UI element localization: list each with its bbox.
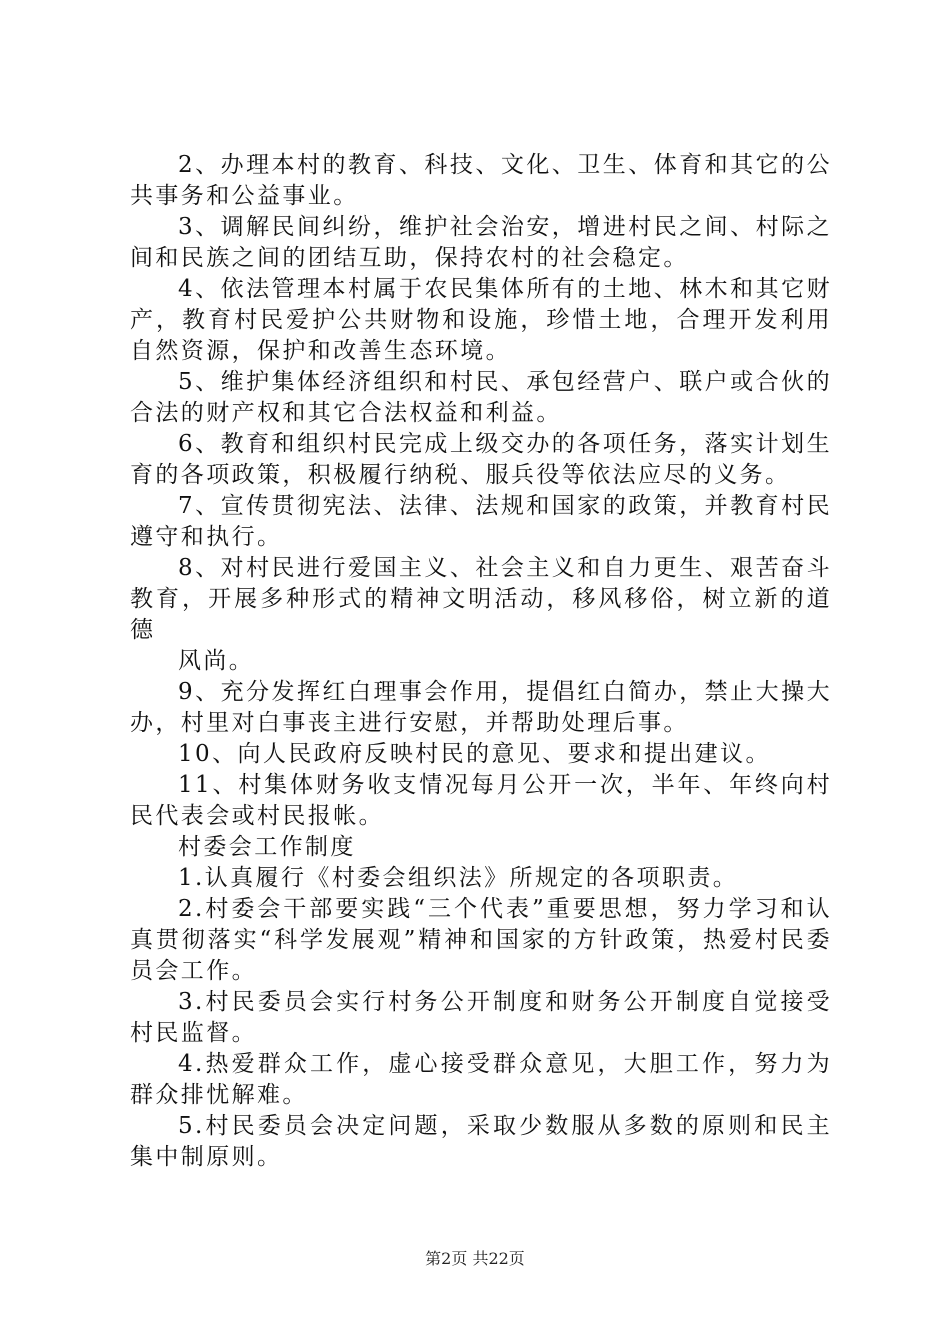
paragraph: 4.热爱群众工作，虚心接受群众意见，大胆工作，努力为群众排忧解难。: [130, 1051, 832, 1108]
page-number-footer: 第2页 共22页: [425, 1249, 525, 1268]
paragraph: 3、调解民间纠纷，维护社会治安，增进村民之间、村际之间和民族之间的团结互助，保持农村的社会稳定。: [130, 214, 832, 271]
document-body: [130, 150, 832, 1173]
paragraph: 8、对村民进行爱国主义、社会主义和自力更生、艰苦奋斗教育，开展多种形式的精神文明活动，移风移俗，树立新的道德: [130, 555, 832, 643]
paragraph: 2、办理本村的教育、科技、文化、卫生、体育和其它的公共事务和公益事业。: [130, 152, 832, 209]
paragraph: 7、宣传贯彻宪法、法律、法规和国家的政策，并教育村民遵守和执行。: [130, 493, 832, 550]
paragraph: 1.认真履行《村委会组织法》所规定的各项职责。: [178, 865, 739, 891]
paragraph: 6、教育和组织村民完成上级交办的各项任务，落实计划生育的各项政策，积极履行纳税、服兵役等依法应尽的义务。: [130, 431, 832, 488]
section-heading: 村委会工作制度: [178, 834, 356, 860]
paragraph: 9、充分发挥红白理事会作用，提倡红白简办，禁止大操大办，村里对白事丧主进行安慰，并帮助处理后事。: [130, 679, 832, 736]
paragraph: 11、村集体财务收支情况每月公开一次，半年、年终向村民代表会或村民报帐。: [130, 772, 832, 829]
paragraph: 4、依法管理本村属于农民集体所有的土地、林木和其它财产，教育村民爱护公共财物和设施，珍惜土地，合理开发利用自然资源，保护和改善生态环境。: [130, 276, 832, 364]
paragraph: 10、向人民政府反映村民的意见、要求和提出建议。: [178, 741, 771, 767]
paragraph: 3.村民委员会实行村务公开制度和财务公开制度自觉接受村民监督。: [130, 989, 832, 1046]
paragraph: 2.村委会干部要实践“三个代表”重要思想，努力学习和认真贯彻落实“科学发展观”精神和国家的方针政策，热爱村民委员会工作。: [130, 896, 832, 984]
paragraph: 风尚。: [178, 648, 255, 674]
paragraph: 5.村民委员会决定问题，采取少数服从多数的原则和民主集中制原则。: [130, 1113, 832, 1170]
paragraph: 5、维护集体经济组织和村民、承包经营户、联户或合伙的合法的财产权和其它合法权益和利益。: [130, 369, 832, 426]
